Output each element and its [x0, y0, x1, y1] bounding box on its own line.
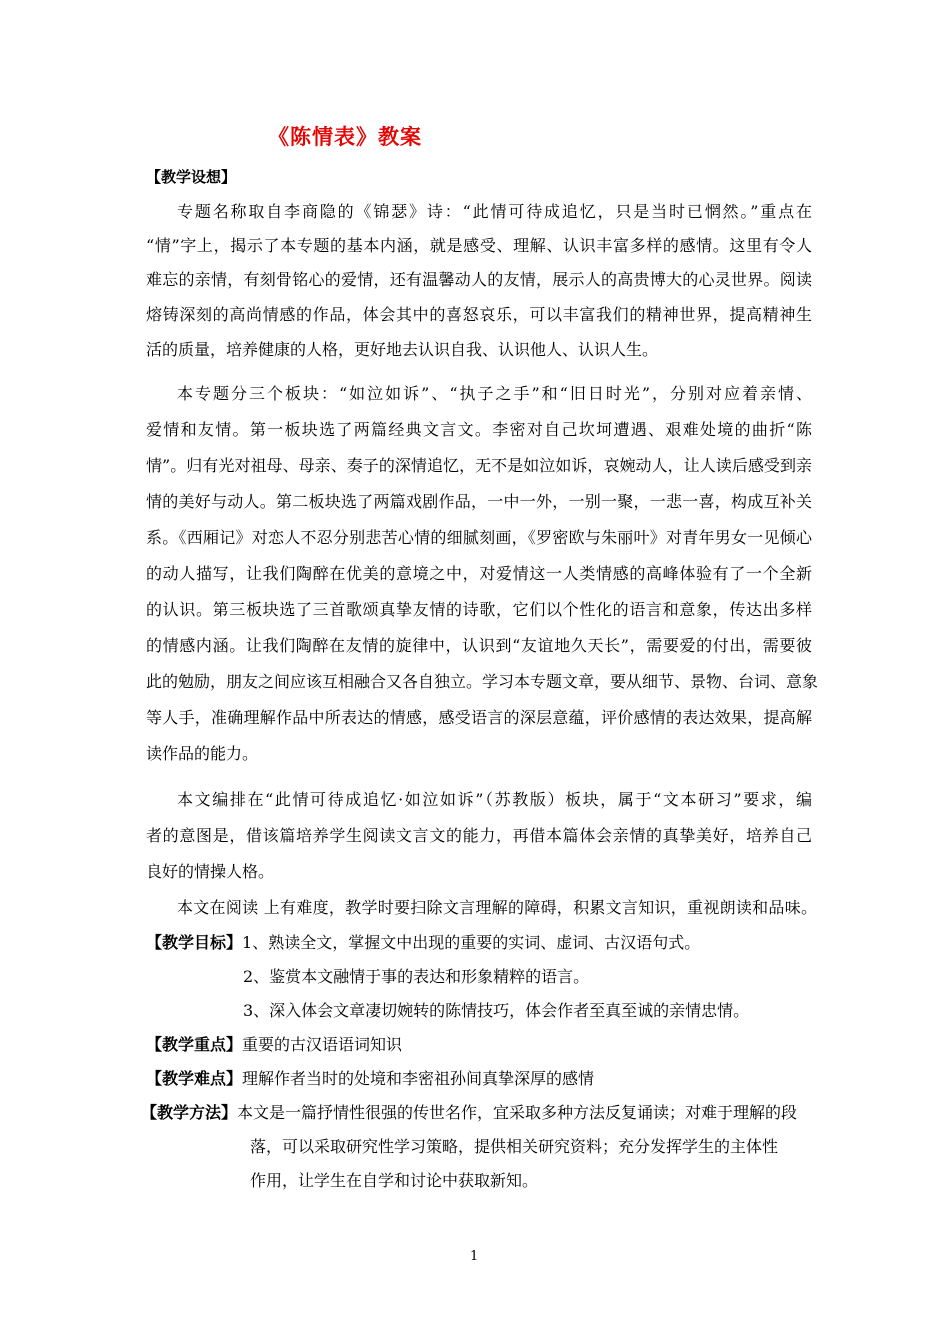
paragraph-line: 难忘的亲情，有刻骨铭心的爱情，还有温馨动人的友情，展示人的高贵博大的心灵世界。阅读 — [146, 270, 812, 289]
paragraph-line: 情”。归有光对祖母、母亲、奏子的深情追忆，无不是如泣如诉，哀婉动人，让人读后感受到亲 — [146, 456, 812, 475]
paragraph-line: 者的意图是，借该篇培养学生阅读文言文的能力，再借本篇体会亲情的真挚美好，培养自己 — [146, 826, 812, 845]
section-heading-goals: 【教学目标】 — [146, 933, 243, 952]
page-number: 1 — [470, 1249, 479, 1264]
document-title: 《陈情表》教案 — [268, 124, 422, 149]
paragraph-line: 此的勉励，朋友之间应该互相融合又各自独立。学习本专题文章，要从细节、景物、台词、意象 — [146, 672, 819, 691]
paragraph-line: “情”字上，揭示了本专题的基本内涵，就是感受、理解、认识丰富多样的感情。这里有令人 — [146, 236, 812, 255]
method-line: 落，可以采取研究性学习策略，提供相关研究资料；充分发挥学生的主体性 — [250, 1137, 779, 1156]
method-section — [141, 1101, 797, 1125]
section-heading-design: 【教学设想】 — [146, 168, 237, 186]
paragraph-line: 熔铸深刻的高尚情感的作品，体会其中的喜怒哀乐，可以丰富我们的精神世界，提高精神生 — [146, 305, 812, 324]
method-line: 作用，让学生在自学和讨论中获取新知。 — [250, 1171, 539, 1190]
difficulty-text: 理解作者当时的处境和李密祖孙间真挚深厚的感情 — [242, 1069, 595, 1088]
goal-item: 1、熟读全文，掌握文中出现的重要的实词、虚词、古汉语句式。 — [242, 933, 701, 952]
paragraph-line: 本文编排在“此情可待成追忆·如泣如诉”（苏教版）板块，属于“文本研习”要求，编 — [177, 790, 812, 809]
difficulty-section — [146, 1067, 594, 1091]
method-line: 本文是一篇抒情性很强的传世名作，宜采取多种方法反复诵读；对难于理解的段 — [237, 1103, 798, 1122]
key-section — [146, 1033, 402, 1057]
paragraph-line: 活的质量，培养健康的人格，更好地去认识自我、认识他人、认识人生。 — [146, 340, 659, 359]
section-heading-key: 【教学重点】 — [146, 1035, 243, 1054]
goals-section — [146, 931, 700, 955]
section-heading-method: 【教学方法】 — [141, 1103, 238, 1122]
paragraph-line: 的动人描写，让我们陶醉在优美的意境之中，对爱情这一人类情感的高峰体验有了一个全新 — [146, 564, 812, 583]
key-text: 重要的古汉语语词知识 — [242, 1035, 403, 1054]
paragraph-line: 的情感内涵。让我们陶醉在友情的旋律中，认识到“友谊地久天长”，需要爱的付出，需要彼 — [146, 636, 812, 655]
paragraph-line: 读作品的能力。 — [146, 744, 259, 763]
goal-item: 2、鉴赏本文融情于事的表达和形象精粹的语言。 — [243, 967, 590, 986]
paragraph-line: 爱情和友情。第一板块选了两篇经典文言文。李密对自己坎坷遭遇、艰难处境的曲折“陈 — [146, 420, 812, 439]
paragraph-line: 良好的情操人格。 — [146, 862, 275, 881]
paragraph-line: 系。《西厢记》对恋人不忍分别悲苦心情的细腻刻画，《罗密欧与朱丽叶》对青年男女一见倾心 — [146, 528, 812, 547]
paragraph-line: 本文在阅读 上有难度，教学时要扫除文言理解的障碍，积累文言知识，重视朗读和品味。 — [177, 898, 817, 917]
section-heading-difficulty: 【教学难点】 — [146, 1069, 243, 1088]
paragraph-line: 的认识。第三板块选了三首歌颂真挚友情的诗歌，它们以个性化的语言和意象，传达出多样 — [146, 600, 812, 619]
paragraph-line: 等人手，准确理解作品中所表达的情感，感受语言的深层意蕴，评价感情的表达效果，提高解 — [146, 708, 812, 727]
paragraph-line: 本专题分三个板块：“如泣如诉”、“执子之手”和“旧日时光”，分别对应着亲情、 — [177, 384, 812, 403]
paragraph-line: 情的美好与动人。第二板块选了两篇戏剧作品，一中一外，一别一聚，一悲一喜，构成互补关 — [146, 492, 812, 511]
paragraph-line: 专题名称取自李商隐的《锦瑟》诗：“此情可待成追忆，只是当时已惘然。”重点在 — [177, 202, 812, 221]
goal-item: 3、深入体会文章凄切婉转的陈情技巧，体会作者至真至诚的亲情忠情。 — [243, 1001, 750, 1020]
